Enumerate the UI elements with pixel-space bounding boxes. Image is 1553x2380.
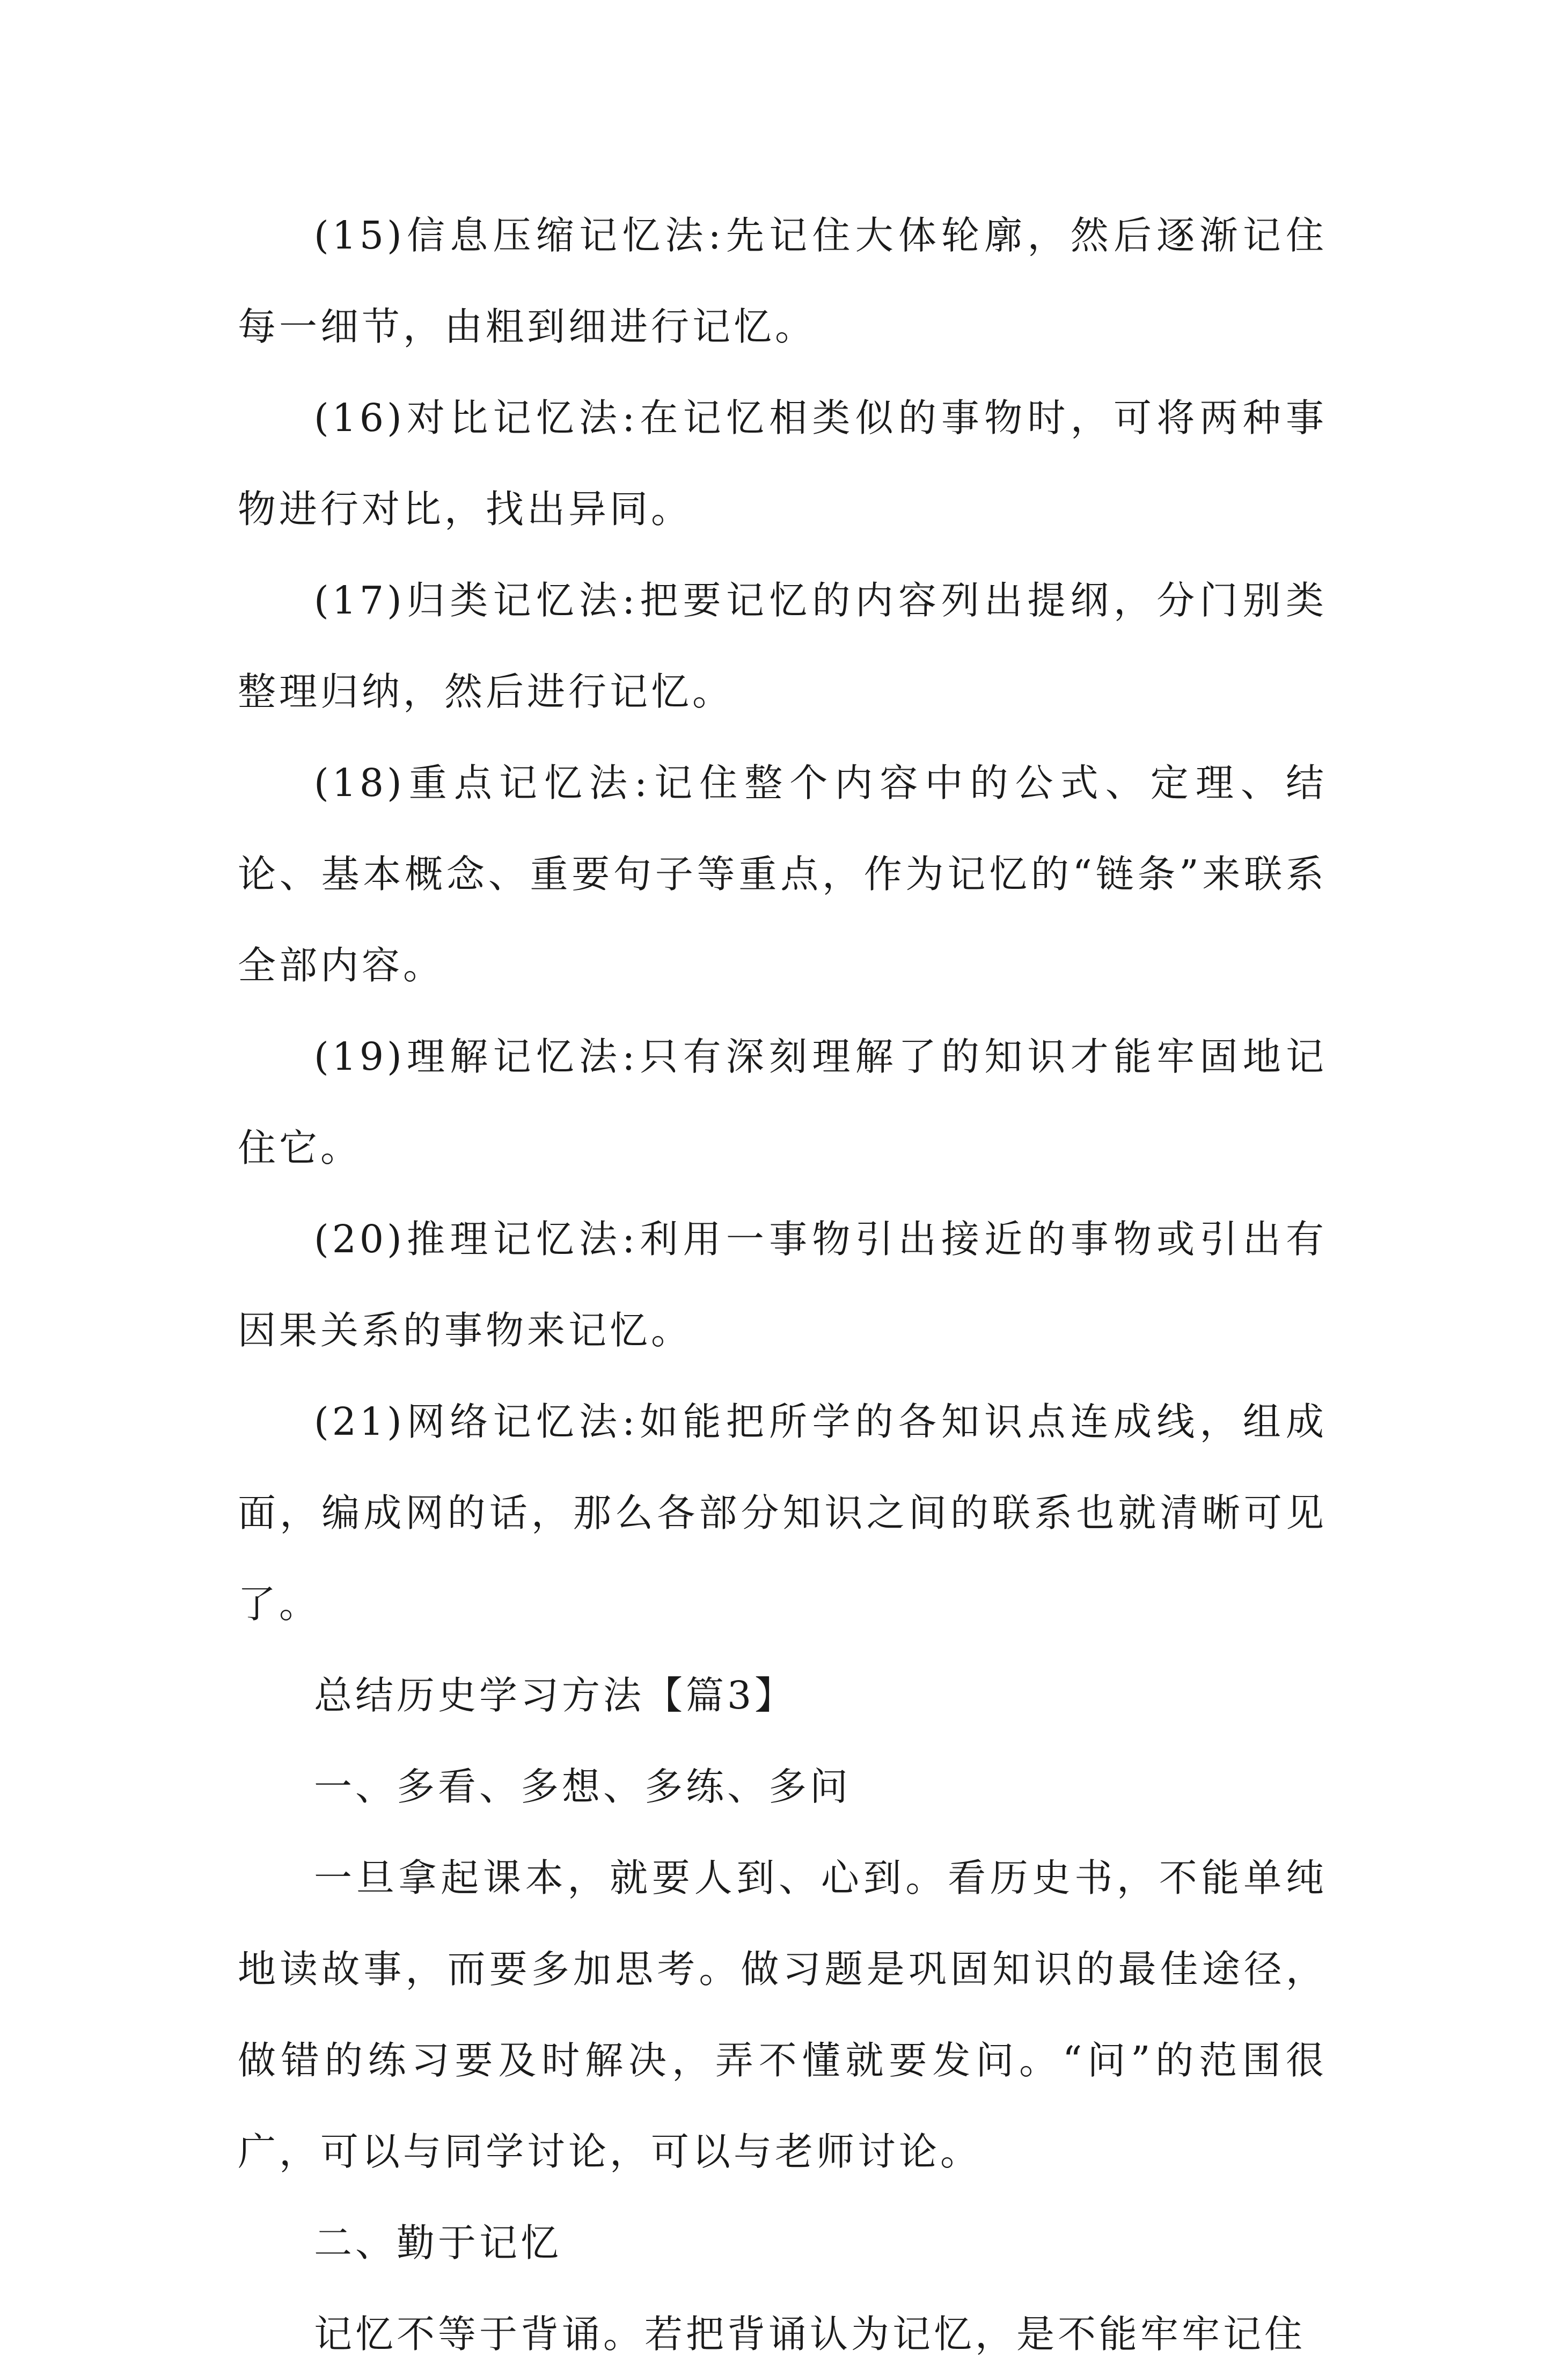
paragraph-method-15: (15)信息压缩记忆法:先记住大体轮廓，然后逐渐记住每一细节，由粗到细进行记忆。	[238, 213, 1327, 349]
paragraph-method-18: (18)重点记忆法:记住整个内容中的公式、定理、结论、基本概念、重要句子等重点，作为记忆的“链条”来联系全部内容。	[238, 761, 1327, 988]
subheading-diligent-memory: 二、勤于记忆	[314, 2221, 562, 2265]
paragraph-study-habits: 一旦拿起课本，就要人到、心到。看历史书，不能单纯地读故事，而要多加思考。做习题是巩固知识的最佳途径，做错的练习要及时解决，弄不懂就要发问。“问”的范围很广，可以与同学讨论，可以与老师讨论。	[238, 1856, 1327, 2174]
paragraph-method-17: (17)归类记忆法:把要记忆的内容列出提纲，分门别类整理归纳，然后进行记忆。	[238, 578, 1327, 714]
paragraph-method-16: (16)对比记忆法:在记忆相类似的事物时，可将两种事物进行对比，找出异同。	[238, 396, 1327, 531]
paragraph-method-20: (20)推理记忆法:利用一事物引出接近的事物或引出有因果关系的事物来记忆。	[238, 1217, 1327, 1353]
paragraph-method-19: (19)理解记忆法:只有深刻理解了的知识才能牢固地记住它。	[238, 1034, 1327, 1170]
paragraph-method-21: (21)网络记忆法:如能把所学的各知识点连成线，组成面，编成网的话，那么各部分知识之间的联系也就清晰可见了。	[238, 1399, 1327, 1626]
section-heading-part-3: 总结历史学习方法【篇3】	[314, 1673, 796, 1718]
subheading-look-think-practice-ask: 一、多看、多想、多练、多问	[314, 1764, 852, 1809]
paragraph-memory-vs-recitation: 记忆不等于背诵。若把背诵认为记忆，是不能牢牢记住	[314, 2312, 1306, 2356]
document-body	[238, 190, 1327, 2380]
